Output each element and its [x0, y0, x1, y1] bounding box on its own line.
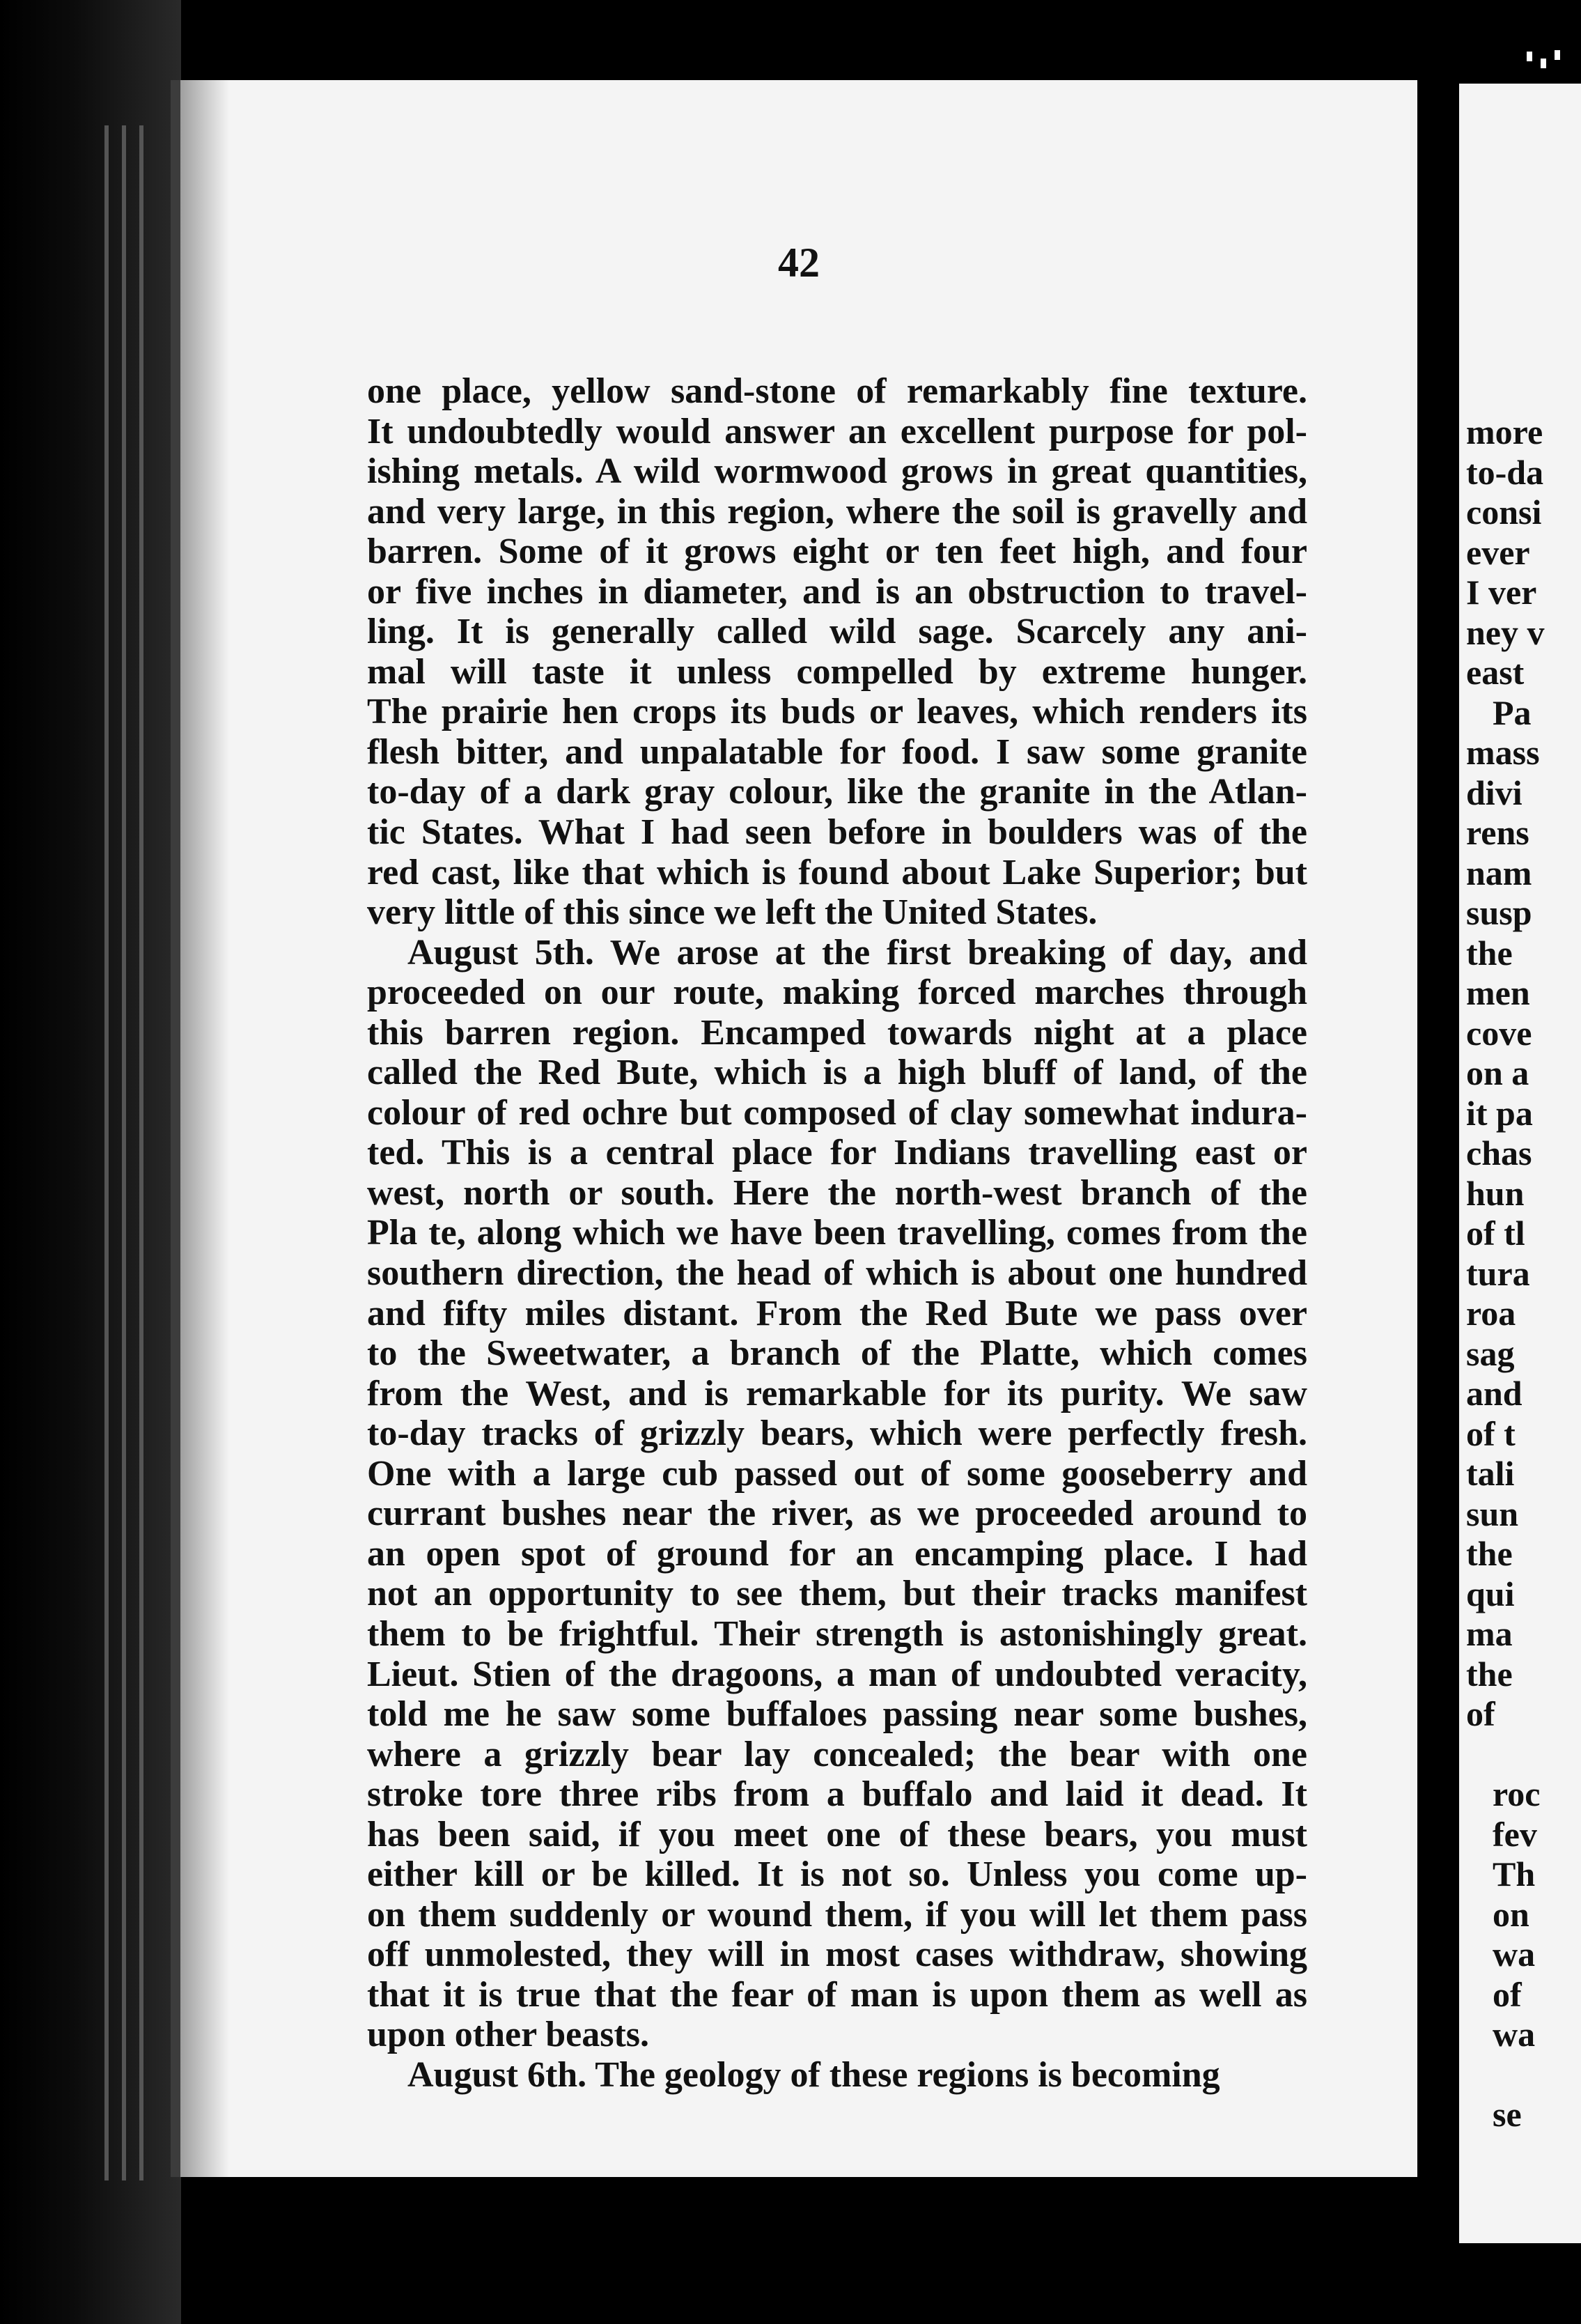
- page-edge-strip: [122, 125, 126, 2180]
- text-line: called the Red Bute, which is a high bluff of land, of the: [367, 1053, 1307, 1093]
- page-edge-strip: [139, 125, 143, 2180]
- text-line: that it is true that the fear of man is upon them as well as: [367, 1974, 1307, 2015]
- text-line: proceeded on our route, making forced marches through: [367, 973, 1307, 1013]
- text-line: or five inches in diameter, and is an obstruction to travel-: [367, 571, 1307, 612]
- text-line: ishing metals. A wild wormwood grows in great quantities,: [367, 451, 1307, 492]
- facing-text-line: the: [1466, 933, 1513, 973]
- facing-text-line: on a: [1466, 1053, 1529, 1092]
- text-line: west, north or south. Here the north-west branch of the: [367, 1172, 1307, 1213]
- facing-text-line: ney v: [1466, 612, 1545, 652]
- facing-text-line: tali: [1466, 1454, 1515, 1493]
- page-edge-strip: [104, 125, 109, 2180]
- facing-text-line: Pa: [1493, 692, 1532, 732]
- text-line: to-day of a dark gray colour, like the granite in the Atlan-: [367, 772, 1307, 812]
- text-line: to the Sweetwater, a branch of the Platte, which comes: [367, 1333, 1307, 1374]
- text-line: from the West, and is remarkable for its purity. We saw: [367, 1373, 1307, 1413]
- facing-text-line: sag: [1466, 1333, 1515, 1373]
- facing-text-line: men: [1466, 973, 1530, 1012]
- facing-text-line: of: [1493, 1974, 1522, 2014]
- facing-text-line: of t: [1466, 1413, 1516, 1453]
- facing-text-line: divi: [1466, 773, 1522, 812]
- facing-text-line: roa: [1466, 1294, 1516, 1333]
- text-line: off unmolested, they will in most cases withdraw, showing: [367, 1935, 1307, 1975]
- text-line: One with a large cub passed out of some gooseberry and: [367, 1453, 1307, 1494]
- facing-text-line: of: [1466, 1694, 1495, 1733]
- text-line: tic States. What I had seen before in boulders was of the: [367, 812, 1307, 853]
- text-line: flesh bitter, and unpalatable for food. I saw some granite: [367, 731, 1307, 772]
- facing-text-line: to-da: [1466, 452, 1544, 492]
- facing-text-line: of tl: [1466, 1214, 1525, 1253]
- facing-text-line: sun: [1466, 1494, 1519, 1533]
- facing-text-line: Th: [1493, 1854, 1536, 1893]
- text-line: Lieut. Stien of the dragoons, a man of undoubted veracity,: [367, 1654, 1307, 1694]
- facing-text-line: roc: [1493, 1774, 1541, 1813]
- text-line: not an opportunity to see them, but their tracks manifest: [367, 1574, 1307, 1614]
- facing-text-line: [1466, 2055, 1581, 2096]
- text-line: August 5th. We arose at the first breaking of day, and: [407, 932, 1307, 973]
- text-line: told me he saw some buffaloes passing near some bushes,: [367, 1694, 1307, 1735]
- text-line: an open spot of ground for an encamping place. I had: [367, 1533, 1307, 1574]
- book-page: [171, 80, 1417, 2177]
- book-edge-left: [0, 0, 181, 2324]
- facing-text-line: more: [1466, 412, 1543, 451]
- facing-text-line: ma: [1466, 1614, 1513, 1653]
- facing-text-line: I ver: [1466, 573, 1537, 612]
- text-line: this barren region. Encamped towards night at a place: [367, 1012, 1307, 1053]
- text-line: stroke tore three ribs from a buffalo and laid it dead. It: [367, 1774, 1307, 1815]
- text-line: and very large, in this region, where the soil is gravelly and: [367, 491, 1307, 532]
- text-line: mal will taste it unless compelled by extreme hunger.: [367, 651, 1307, 692]
- scan-corner-mark: [1522, 46, 1571, 79]
- text-line: has been said, if you meet one of these bears, you must: [367, 1814, 1307, 1854]
- page-body-text: [367, 371, 1307, 2096]
- facing-text-line: [1466, 1735, 1581, 1775]
- text-line: August 6th. The geology of these regions is becoming: [407, 2054, 1220, 2095]
- facing-text-line: ever: [1466, 532, 1530, 572]
- facing-text-line: wa: [1493, 1935, 1536, 1974]
- text-line: ted. This is a central place for Indians travelling east or: [367, 1133, 1307, 1173]
- facing-page-text: [1466, 412, 1581, 2135]
- facing-text-line: rens: [1466, 813, 1529, 852]
- text-line: one place, yellow sand-stone of remarkably fine texture.: [367, 371, 1307, 411]
- facing-text-line: wa: [1493, 2015, 1536, 2054]
- facing-text-line: east: [1466, 653, 1525, 692]
- facing-text-line: and: [1466, 1374, 1522, 1413]
- text-line: them to be frightful. Their strength is astonishingly great.: [367, 1613, 1307, 1654]
- facing-text-line: the: [1466, 1534, 1513, 1573]
- text-line: very little of this since we left the United States.: [367, 892, 1098, 933]
- text-line: colour of red ochre but composed of clay somewhat indura-: [367, 1092, 1307, 1133]
- text-line: barren. Some of it grows eight or ten feet high, and four: [367, 532, 1307, 572]
- page-gutter: [1417, 63, 1459, 2324]
- facing-text-line: consi: [1466, 493, 1542, 532]
- text-line: red cast, like that which is found about Lake Superior; but: [367, 852, 1307, 892]
- facing-text-line: chas: [1466, 1133, 1532, 1172]
- text-line: ling. It is generally called wild sage. Scarcely any ani-: [367, 612, 1307, 652]
- facing-text-line: fev: [1493, 1814, 1537, 1854]
- text-line: upon other beasts.: [367, 2015, 650, 2055]
- text-line: southern direction, the head of which is about one hundred: [367, 1253, 1307, 1294]
- facing-text-line: mass: [1466, 733, 1540, 772]
- text-line: on them suddenly or wound them, if you will let them pass: [367, 1894, 1307, 1935]
- text-line: Pla te, along which we have been travelling, comes from the: [367, 1213, 1307, 1253]
- text-line: to-day tracks of grizzly bears, which were perfectly fresh.: [367, 1413, 1307, 1454]
- text-line: It undoubtedly would answer an excellent purpose for pol-: [367, 411, 1307, 451]
- facing-text-line: hun: [1466, 1173, 1525, 1213]
- text-line: The prairie hen crops its buds or leaves, which renders its: [367, 692, 1307, 732]
- text-line: currant bushes near the river, as we proceeded around to: [367, 1494, 1307, 1534]
- text-line: where a grizzly bear lay concealed; the bear with one: [367, 1734, 1307, 1774]
- facing-text-line: cove: [1466, 1013, 1532, 1053]
- text-line: and fifty miles distant. From the Red Bute we pass over: [367, 1293, 1307, 1333]
- facing-text-line: susp: [1466, 893, 1532, 932]
- facing-text-line: tura: [1466, 1253, 1530, 1293]
- facing-text-line: se: [1493, 2095, 1522, 2134]
- facing-page: [1459, 84, 1581, 2243]
- facing-text-line: it pa: [1466, 1093, 1533, 1133]
- page-number: 42: [778, 240, 820, 286]
- facing-text-line: qui: [1466, 1574, 1515, 1613]
- text-line: either kill or be killed. It is not so. Unless you come up-: [367, 1854, 1307, 1895]
- facing-text-line: the: [1466, 1654, 1513, 1694]
- facing-text-line: nam: [1466, 853, 1532, 892]
- facing-text-line: on: [1493, 1894, 1529, 1934]
